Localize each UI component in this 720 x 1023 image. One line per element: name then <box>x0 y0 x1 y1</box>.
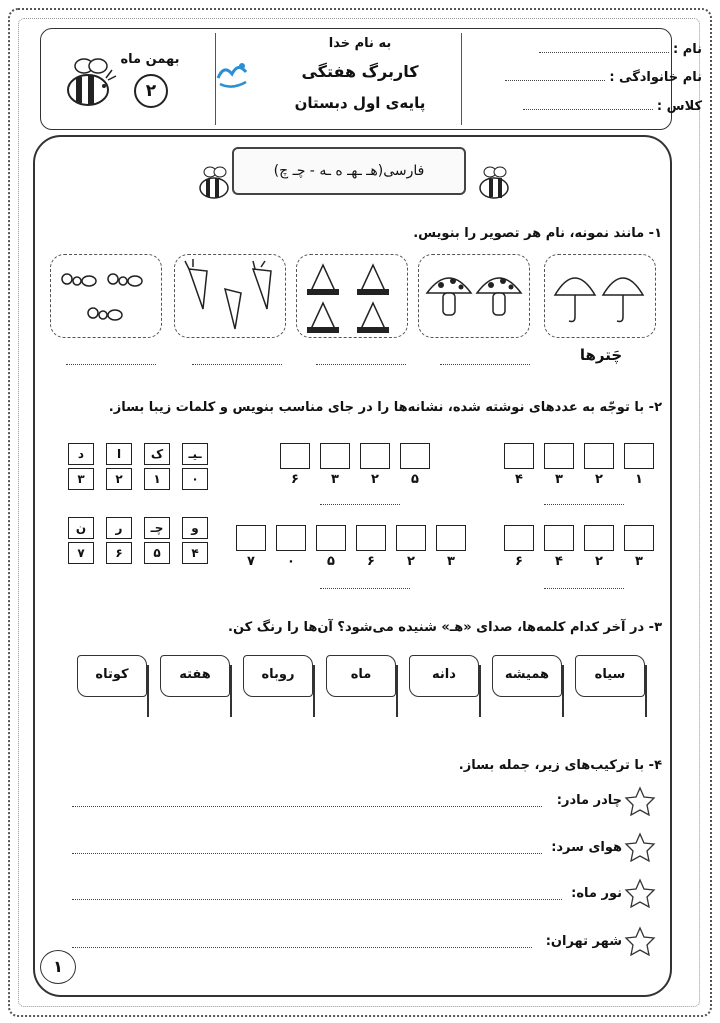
answer-line[interactable] <box>320 588 410 589</box>
code-number: ۱ <box>635 472 643 487</box>
carrot-icon <box>175 255 285 337</box>
sentence-line[interactable] <box>72 947 532 948</box>
phrase-label: نور ماه: <box>571 886 622 901</box>
picture-box-hat <box>296 254 408 338</box>
picture-box-umbrella <box>544 254 656 338</box>
word-flag[interactable]: روباه <box>243 655 313 697</box>
star-icon <box>624 926 656 956</box>
letter-box[interactable] <box>360 443 390 469</box>
picture-box-ant <box>50 254 162 338</box>
word-flag[interactable]: کوتاه <box>77 655 147 697</box>
title-top: به نام خدا <box>328 36 392 51</box>
code-number: ۲ <box>595 554 603 569</box>
key-number: ۶ <box>106 542 132 564</box>
picture-box-mushroom <box>418 254 530 338</box>
sentence-line[interactable] <box>72 806 542 807</box>
word-flag[interactable]: دانه <box>409 655 479 697</box>
question-3: ۳- در آخر کدام کلمه‌ها، صدای «هـ» شنیده می‌شود؟ آن‌ها را رنگ کن. <box>228 620 662 635</box>
code-number: ۰ <box>287 554 295 569</box>
key-letter: د <box>68 443 94 465</box>
bee-icon <box>476 164 512 200</box>
lesson-banner: فارسی(هـ ـهـ ه ـه - چـ چ) <box>232 147 466 195</box>
key-number: ۰ <box>182 468 208 490</box>
name-field[interactable]: نام : <box>539 42 702 57</box>
ant-icon <box>51 255 161 337</box>
letter-box[interactable] <box>400 443 430 469</box>
answer-line[interactable] <box>66 364 156 365</box>
key-letter: ا <box>106 443 132 465</box>
question-4: ۴- با ترکیب‌های زیر، جمله بساز. <box>458 758 662 773</box>
publisher-logo <box>212 56 252 92</box>
answer-line[interactable] <box>320 504 400 505</box>
family-name-field[interactable]: نام خانوادگی : <box>505 70 702 85</box>
code-number: ۳ <box>447 554 455 569</box>
key-letter: ک <box>144 443 170 465</box>
code-number: ۶ <box>515 554 523 569</box>
answer-line[interactable] <box>544 588 624 589</box>
title-main: کاربرگ هفتگی <box>301 62 419 81</box>
key-number: ۳ <box>68 468 94 490</box>
word-flag[interactable]: هفته <box>160 655 230 697</box>
letter-box[interactable] <box>544 443 574 469</box>
code-number: ۶ <box>291 472 299 487</box>
code-number: ۴ <box>515 472 523 487</box>
code-number: ۲ <box>371 472 379 487</box>
answer-line[interactable] <box>316 364 406 365</box>
answer-line[interactable] <box>192 364 282 365</box>
code-number: ۲ <box>595 472 603 487</box>
star-icon <box>624 832 656 862</box>
sentence-line[interactable] <box>72 899 562 900</box>
phrase-label: شهر تهران: <box>545 934 622 949</box>
page-number: ۱ <box>40 950 76 984</box>
answer-line[interactable] <box>440 364 530 365</box>
grade-label: پایه‌ی اول دبستان <box>294 94 426 112</box>
example-answer: چَترها <box>579 346 623 364</box>
code-number: ۳ <box>635 554 643 569</box>
key-number: ۴ <box>182 542 208 564</box>
letter-box[interactable] <box>276 525 306 551</box>
key-letter: ر <box>106 517 132 539</box>
star-icon <box>624 786 656 816</box>
letter-box[interactable] <box>280 443 310 469</box>
letter-box[interactable] <box>316 525 346 551</box>
question-1: ۱- مانند نمونه، نام هر تصویر را بنویس. <box>413 226 662 241</box>
week-number: ۲ <box>134 74 168 108</box>
letter-box[interactable] <box>584 443 614 469</box>
letter-box[interactable] <box>320 443 350 469</box>
class-field[interactable]: کلاس : <box>523 99 702 114</box>
letter-box[interactable] <box>584 525 614 551</box>
key-letter: ـیـ <box>182 443 208 465</box>
code-number: ۶ <box>367 554 375 569</box>
letter-box[interactable] <box>356 525 386 551</box>
sentence-line[interactable] <box>72 853 542 854</box>
word-flag[interactable]: ماه <box>326 655 396 697</box>
key-letter: ن <box>68 517 94 539</box>
code-number: ۲ <box>407 554 415 569</box>
word-flag[interactable]: همیشه <box>492 655 562 697</box>
phrase-label: چادر مادر: <box>556 793 622 808</box>
month-label: بهمن ماه <box>120 52 180 67</box>
letter-box[interactable] <box>544 525 574 551</box>
key-number: ۵ <box>144 542 170 564</box>
bee-icon <box>62 52 118 110</box>
letter-box[interactable] <box>236 525 266 551</box>
code-number: ۳ <box>555 472 563 487</box>
star-icon <box>624 878 656 908</box>
key-letter: چـ <box>144 517 170 539</box>
mushroom-icon <box>419 255 529 337</box>
letter-box[interactable] <box>624 525 654 551</box>
word-flag[interactable]: سیاه <box>575 655 645 697</box>
bee-icon <box>196 164 232 200</box>
umbrella-icon <box>545 255 655 337</box>
letter-box[interactable] <box>396 525 426 551</box>
key-number: ۷ <box>68 542 94 564</box>
code-number: ۳ <box>331 472 339 487</box>
key-number: ۲ <box>106 468 132 490</box>
letter-box[interactable] <box>436 525 466 551</box>
letter-box[interactable] <box>504 443 534 469</box>
code-number: ۴ <box>555 554 563 569</box>
key-number: ۱ <box>144 468 170 490</box>
letter-box[interactable] <box>504 525 534 551</box>
phrase-label: هوای سرد: <box>551 840 622 855</box>
answer-line[interactable] <box>544 504 624 505</box>
letter-box[interactable] <box>624 443 654 469</box>
code-number: ۵ <box>411 472 419 487</box>
key-letter: و <box>182 517 208 539</box>
code-number: ۷ <box>247 554 255 569</box>
code-number: ۵ <box>327 554 335 569</box>
picture-box-carrot <box>174 254 286 338</box>
question-2: ۲- با توجّه به عددهای نوشته شده، نشانه‌ها را در جای مناسب بنویس و کلمات زیبا بساز. <box>108 400 662 415</box>
hat-icon <box>297 255 407 337</box>
